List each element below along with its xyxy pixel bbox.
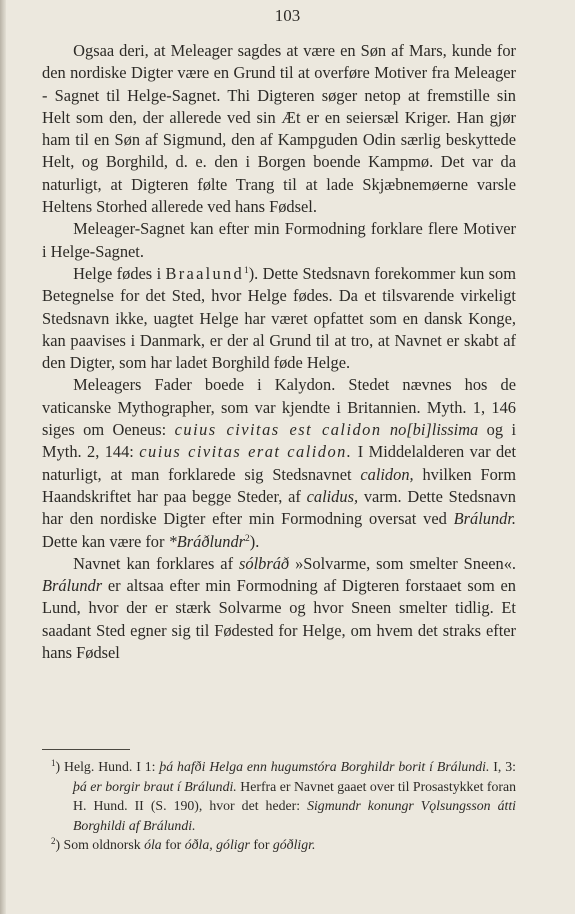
- footnote-reference: 1: [243, 265, 249, 276]
- text-segment: for: [161, 837, 185, 853]
- footnote-marker: 1: [51, 758, 56, 768]
- text-segment: Sigmundr konungr Vǫlsungsson átti Borghildi af Brálundi.: [73, 798, 516, 833]
- text-segment: cuius civitas est calidon: [174, 420, 382, 440]
- paragraph: [42, 263, 516, 374]
- footnote-marker-paren: ): [55, 759, 61, 774]
- text-segment: Som oldnorsk: [60, 837, 145, 853]
- text-segment: þá er borgir braut í Brálundi.: [73, 778, 237, 794]
- text-segment: óla: [144, 837, 162, 853]
- text-segment: [382, 420, 390, 439]
- text-segment: varm. Dette Stedsnavn har den nordiske Digter efter min Formodning oversat ved: [42, 486, 516, 529]
- body-text: [42, 40, 516, 664]
- text-segment: cuius civitas erat calidon.: [139, 442, 353, 462]
- footnote-divider: [42, 749, 130, 750]
- text-segment: Dette kan være for: [42, 531, 169, 551]
- footnotes: [42, 757, 516, 855]
- text-segment: I Middelalderen var det naturligt, at man forklarede sig Stedsnavnet: [42, 442, 516, 484]
- text-segment: Herfra er Navnet gaaet over til Prosastykket foran H. Hund. II (S. 190), hvor det heder:: [73, 778, 517, 814]
- text-segment: Meleager-Sagnet kan efter min Formodning forklare flere Motiver i Helge-Sagnet.: [42, 219, 516, 261]
- text-segment: Brálundr: [42, 576, 103, 596]
- paragraph: [42, 218, 516, 263]
- text-segment: Brálundr.: [453, 509, 516, 529]
- text-segment: góligr: [216, 837, 250, 853]
- text-segment: óðla,: [184, 837, 213, 853]
- text-segment: ). Dette Stedsnavn forekommer kun som Betegnelse for det Sted, hvor Helge fødes. Da et tilsvarende virkeligt Stedsnavn ikke, uagtet Helge har været opfattet som en dansk Konge, kan paavises i Danmark, er der al Grund til at tro, at Navnet er skabt af den Digter, som har ladet Borghild føde Helge.: [42, 263, 516, 373]
- text-segment: Ogsaa deri, at Meleager sagdes at være en Søn af Mars, kunde for den nordiske Digter være en Grund til at overføre Motiver fra Meleager - Sagnet til Helge-Sagnet. Thi Digteren søger netop at fremstille sin Helt som den, der allerede ved sin Æt er en seiersæl Kriger. Han gjør ham til en Søn af Sigmund, den af Kampguden Odin særlig beskyttede Helt, og Borghild, d. e. den i Borgen boende Kampmø. Det var da naturligt, at Digteren følte Trang til at lade Skjæbnemøerne varsle Heltens Storhed allerede ved hans Fødsel.: [42, 41, 516, 217]
- footnote-reference: 2: [245, 533, 250, 544]
- paragraph: [42, 374, 516, 552]
- text-segment: Helge fødes i: [73, 263, 166, 283]
- text-segment: Navnet kan forklares af: [73, 553, 240, 573]
- page-edge-shadow: [0, 0, 6, 914]
- text-segment: hvilken Form Haandskriftet har paa begge Steder, af: [42, 464, 516, 506]
- text-segment: Braalund: [165, 263, 244, 283]
- text-segment: Meleagers Fader boede i Kalydon. Stedet nævnes hos de vaticanske Mythographer, som var kjendte i Britannien. Myth. 1, 146 siges om Oeneus:: [42, 375, 516, 440]
- text-segment: góðligr.: [272, 837, 316, 853]
- text-segment: calidus,: [306, 486, 359, 506]
- page-number: 103: [274, 6, 301, 25]
- footnote: [42, 757, 516, 835]
- text-segment: »Solvarme, som smelter Sneen«.: [289, 553, 517, 573]
- text-segment: þá hafði Helga enn hugumstóra Borghildr borit í Brálundi.: [159, 759, 490, 774]
- text-segment: no[bi]lissima: [389, 420, 479, 440]
- footnote: [42, 835, 516, 855]
- text-segment: ).: [249, 531, 260, 551]
- paragraph: [42, 553, 516, 664]
- text-segment: *Bráðlundr: [168, 531, 246, 551]
- text-segment: og i Myth. 2, 144:: [42, 420, 517, 462]
- text-segment: for: [249, 837, 273, 853]
- text-segment: Helg. Hund. I 1:: [60, 759, 160, 774]
- text-segment: calidon,: [360, 464, 414, 484]
- footnote-marker: 2: [51, 836, 56, 847]
- paragraph: [42, 40, 516, 218]
- text-segment: sólbráð: [239, 553, 290, 573]
- text-segment: I, 3:: [489, 759, 516, 774]
- footnote-marker-paren: ): [55, 837, 61, 853]
- text-segment: er altsaa efter min Formodning af Digteren forstaaet som en Lund, hvor der er stærk Solvarme og hvor Sneen smelter tidlig. Et saadant Sted egner sig til Fødested for Helge, om hvem det straks efter hans Fødsel: [42, 576, 516, 663]
